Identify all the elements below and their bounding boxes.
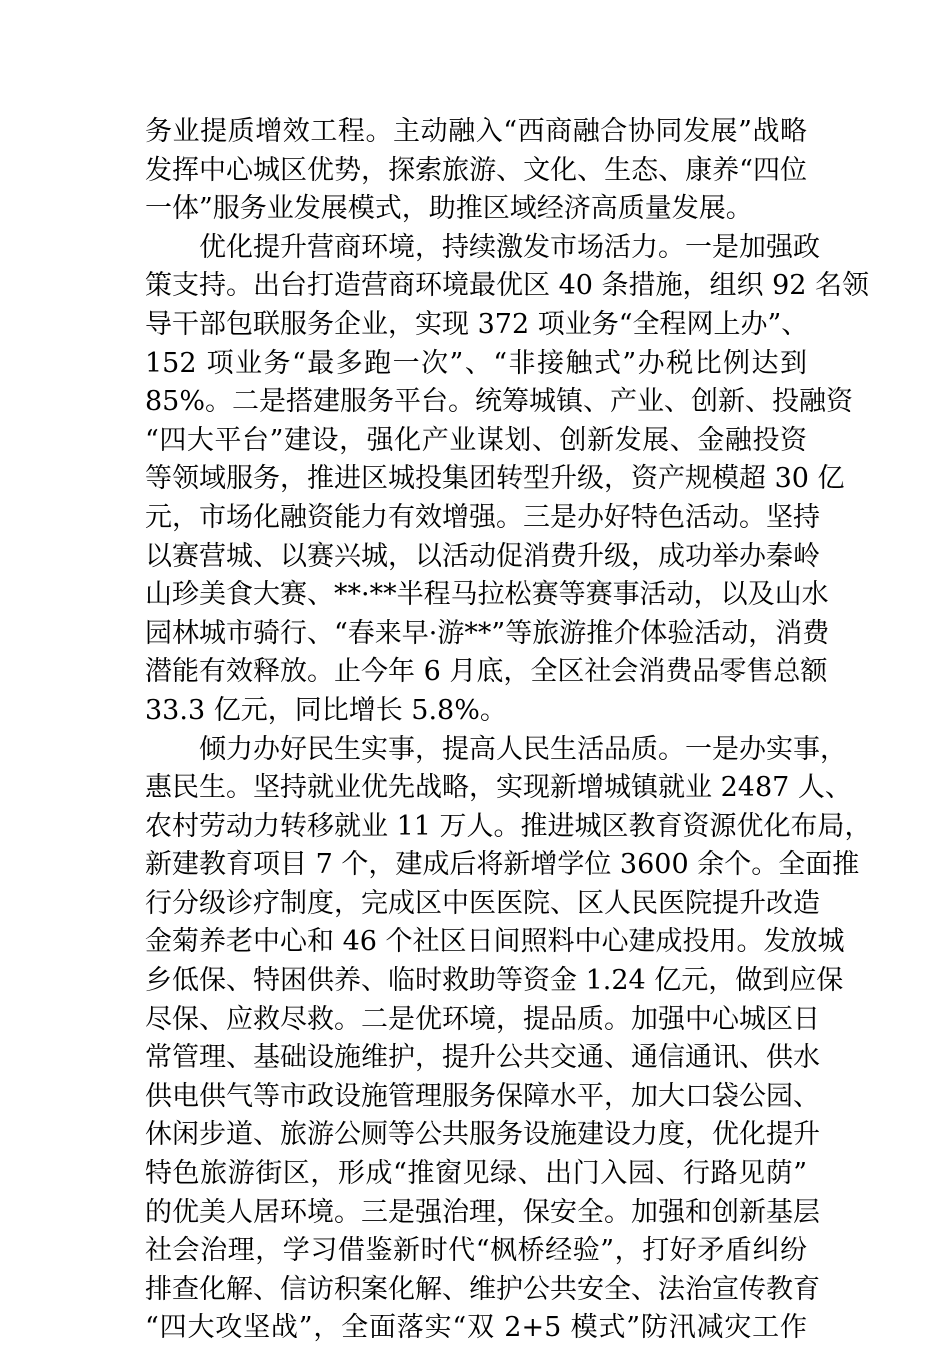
text-line: 发挥中心城区优势，探索旅游、文化、生态、康养“四位 — [145, 154, 807, 186]
text-line: 休闲步道、旅游公厕等公共服务设施建设力度，优化提升 — [145, 1119, 820, 1151]
text-line: 的优美人居环境。三是强治理，保安全。加强和创新基层 — [145, 1196, 820, 1228]
text-line: 园林城市骑行、“春来早·游**”等旅游推介体验活动，消费 — [145, 617, 830, 649]
document-body — [145, 113, 872, 1348]
text-line: 行分级诊疗制度，完成区中医医院、区人民医院提升改造 — [145, 887, 820, 919]
text-line: 以赛营城、以赛兴城，以活动促消费升级，成功举办秦岭 — [145, 540, 820, 572]
text-line: 等领域服务，推进区城投集团转型升级，资产规模超 30 亿 — [145, 463, 845, 495]
text-line: “四大攻坚战”，全面落实“双 2+5 模式”防汛减灾工作 — [145, 1312, 807, 1344]
text-line: 33.3 亿元，同比增长 5.8%。 — [145, 694, 507, 726]
text-line: 导干部包联服务企业，实现 372 项业务“全程网上办”、 — [145, 308, 809, 340]
text-line: 惠民生。坚持就业优先战略，实现新增城镇就业 2487 人、 — [145, 772, 852, 804]
text-line: 供电供气等市政设施管理服务保障水平，加大口袋公园、 — [145, 1080, 820, 1112]
text-line: 山珍美食大赛、**·**半程马拉松赛等赛事活动，以及山水 — [145, 579, 829, 611]
text-line: 排查化解、信访积案化解、维护公共安全、法治宣传教育 — [145, 1273, 820, 1305]
text-line: 常管理、基础设施维护，提升公共交通、通信通讯、供水 — [145, 1042, 820, 1074]
text-line: “四大平台”建设，强化产业谋划、创新发展、金融投资 — [145, 424, 807, 456]
text-line: 优化提升营商环境，持续激发市场活力。一是加强政 — [199, 231, 820, 263]
text-line: 一体”服务业发展模式，助推区域经济高质量发展。 — [145, 193, 753, 225]
text-line: 金菊养老中心和 46 个社区日间照料中心建成投用。发放城 — [145, 926, 845, 958]
text-line: 新建教育项目 7 个，建成后将新增学位 3600 余个。全面推 — [145, 849, 860, 881]
text-line: 务业提质增效工程。主动融入“西商融合协同发展”战略 — [145, 116, 807, 147]
text-line: 85%。二是搭建服务平台。统筹城镇、产业、创新、投融资 — [145, 386, 854, 418]
text-line: 乡低保、特困供养、临时救助等资金 1.24 亿元，做到应保 — [145, 965, 844, 997]
text-line: 策支持。出台打造营商环境最优区 40 条措施，组织 92 名领 — [145, 270, 870, 302]
text-line: 农村劳动力转移就业 11 万人。推进城区教育资源优化布局， — [145, 810, 872, 842]
text-line: 潜能有效释放。止今年 6 月底，全区社会消费品零售总额 — [145, 656, 828, 688]
text-line: 152 项业务“最多跑一次”、“非接触式”办税比例达到 — [145, 347, 807, 379]
text-line: 尽保、应救尽救。二是优环境，提品质。加强中心城区日 — [145, 1003, 820, 1035]
text-line: 社会治理，学习借鉴新时代“枫桥经验”，打好矛盾纠纷 — [145, 1235, 807, 1267]
text-line: 特色旅游街区，形成“推窗见绿、出门入园、行路见荫” — [145, 1158, 807, 1190]
text-line: 元，市场化融资能力有效增强。三是办好特色活动。坚持 — [145, 501, 820, 533]
text-line: 倾力办好民生实事，提高人民生活品质。一是办实事， — [199, 733, 847, 765]
